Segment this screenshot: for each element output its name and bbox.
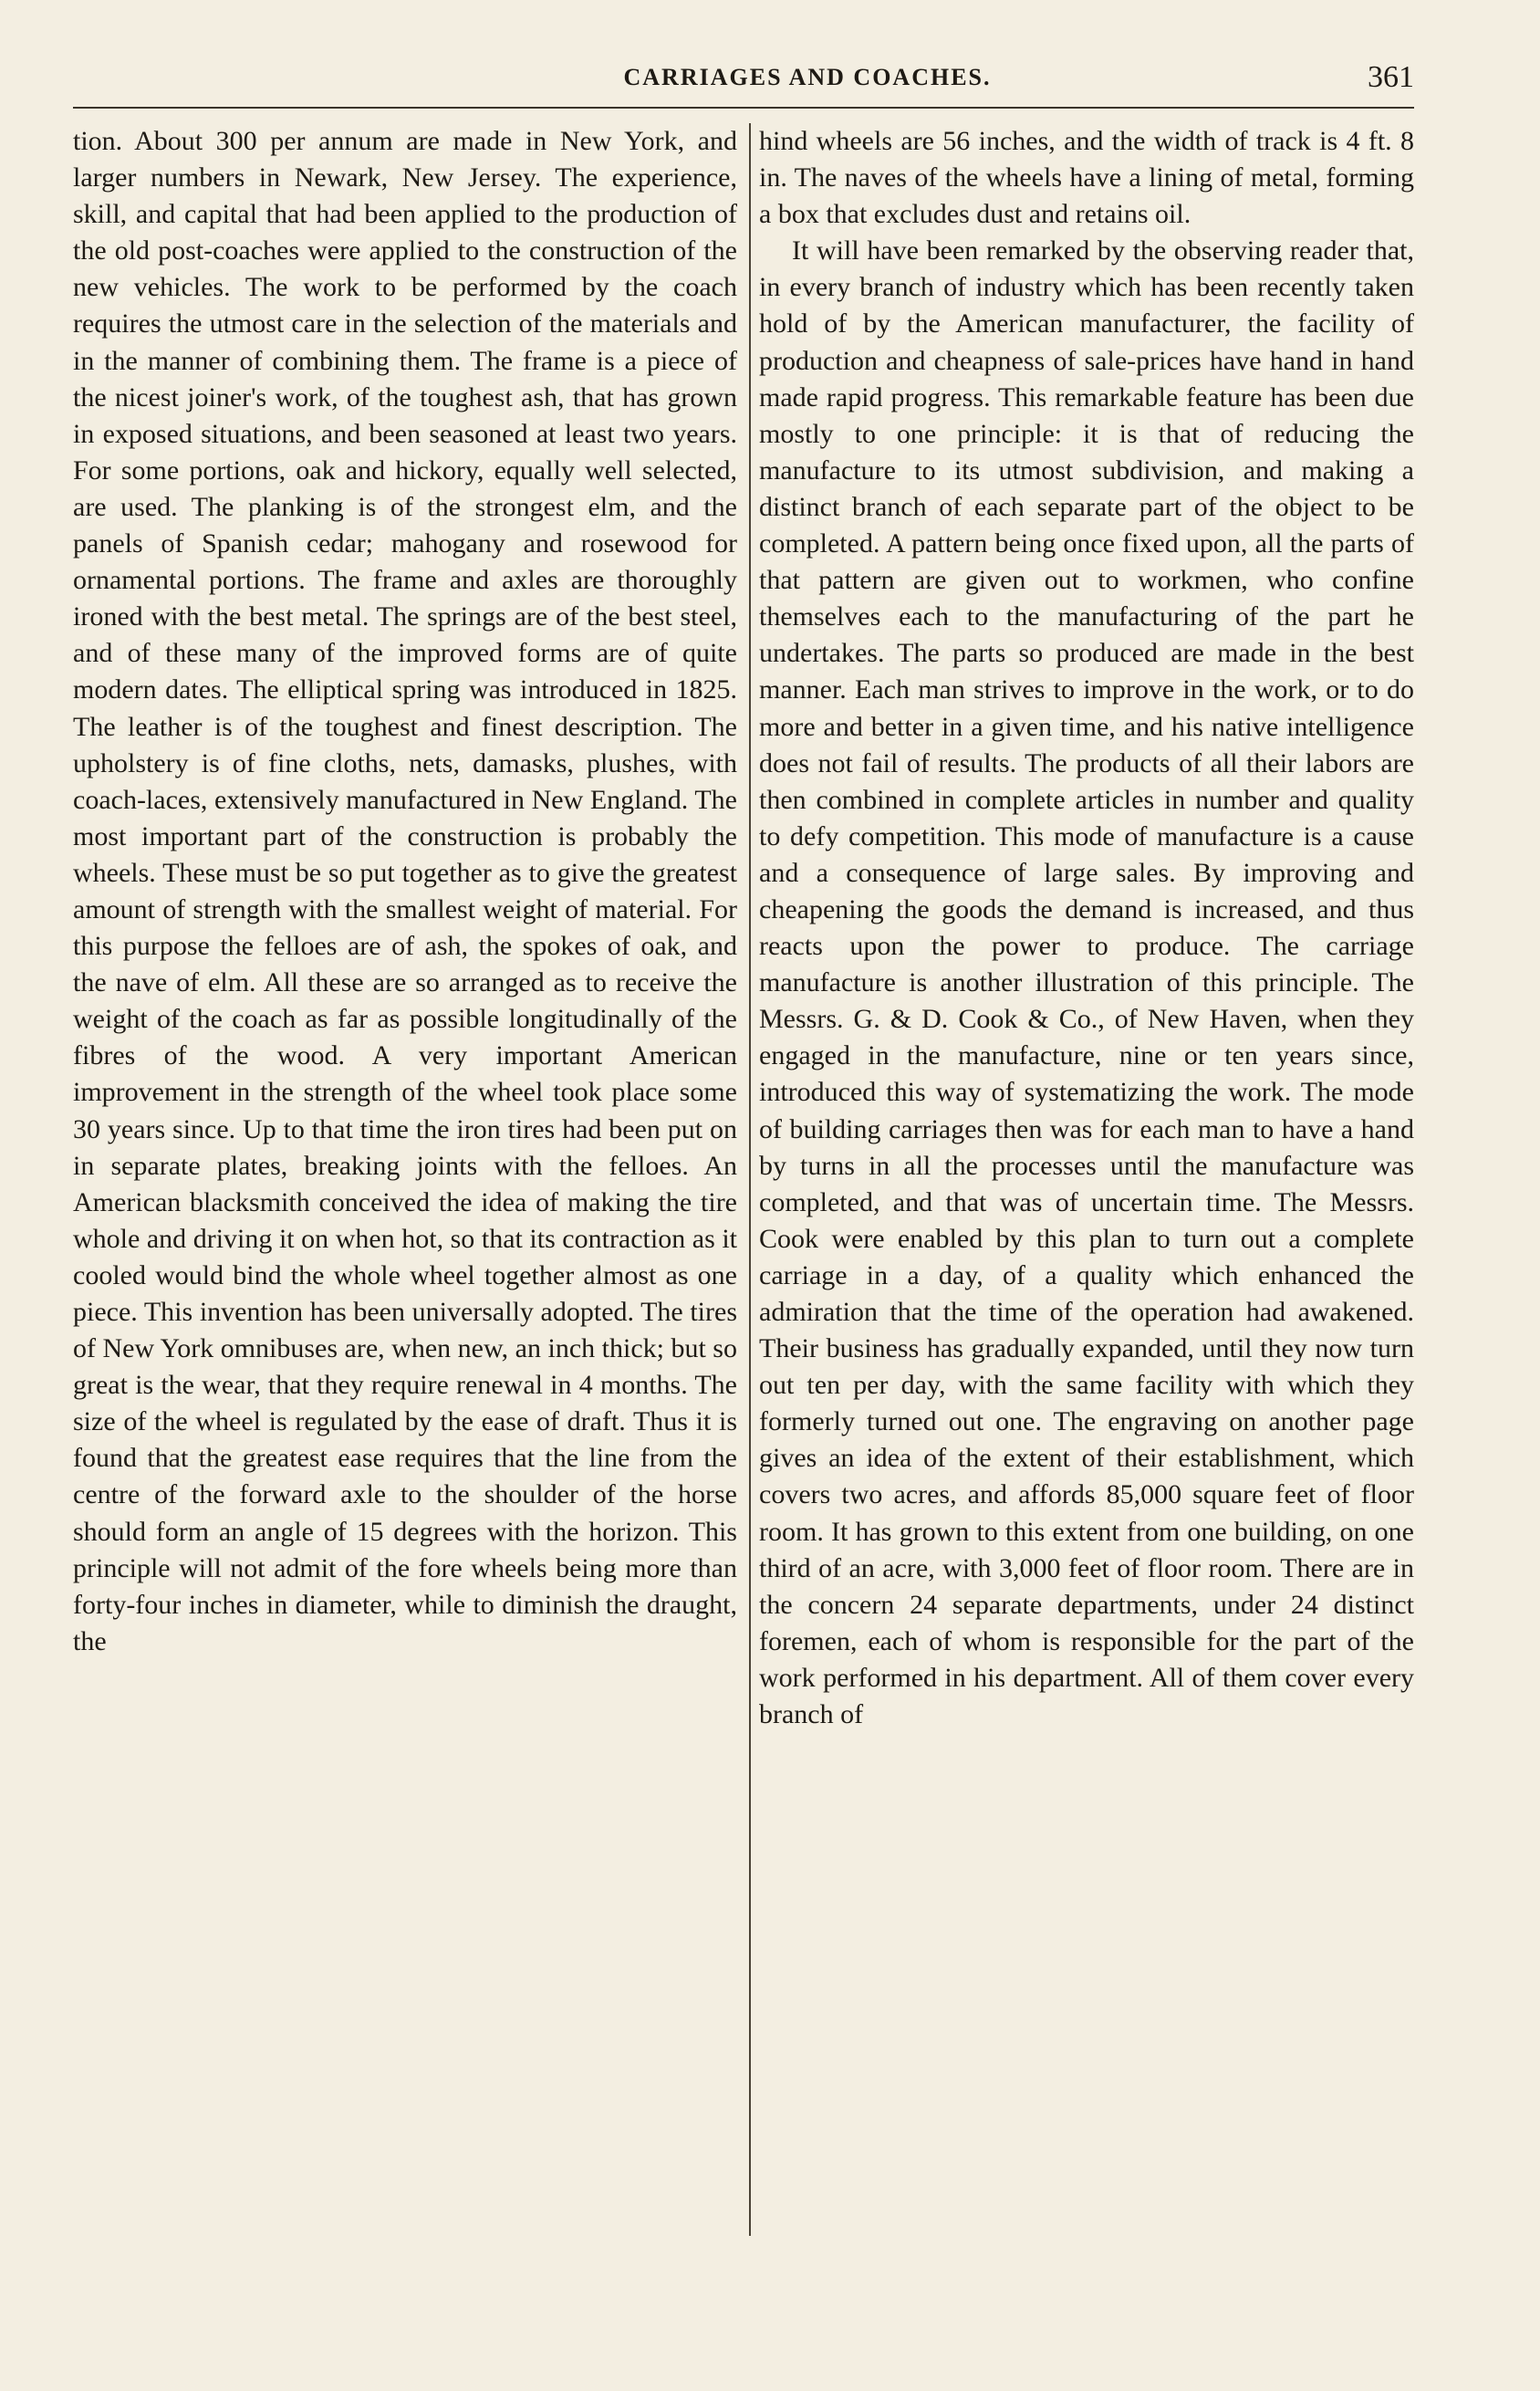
page-header (73, 55, 1414, 100)
page-number: 361 (1368, 60, 1414, 94)
running-head: CARRIAGES AND COACHES. (623, 64, 992, 90)
column-divider (749, 123, 751, 2236)
header-rule (73, 107, 1414, 109)
paragraph: hind wheels are 56 inches, and the width of track is 4 ft. 8 in. The naves of the wheels have a lining of metal, forming a box that excludes dust and retains oil. (759, 126, 1414, 230)
paragraph: tion. About 300 per annum are made in New York, and larger numbers in Newark, New Jersey. The experience, skill, and capital that had been applied to the production of the old post-coaches were applied to the construction of the new vehicles. The work to be performed by the coach requires the utmost care in the selection of the materials and in the manner of combining them. The frame is a piece of the nicest joiner's work, of the toughest ash, that has grown in exposed situations, and been seasoned at least two years. For some portions, oak and hickory, equally well selected, are used. The planking is of the strongest elm, and the panels of Spanish cedar; mahogany and rosewood for ornamental portions. The frame and axles are thoroughly ironed with the best metal. The springs are of the best steel, and of these many of the improved forms are of quite modern dates. The elliptical spring was introduced in 1825. The leather is of the toughest and finest description. The upholstery is of fine cloths, nets, damasks, plushes, with coach-laces, extensively manufactured in New England. The most important part of the construction is probably the wheels. These must be so put together as to give the greatest amount of strength with the smallest weight of material. For this purpose the felloes are of ash, the spokes of oak, and the nave of elm. All these are so arranged as to receive the weight of the coach as far as possible longitudinally of the fibres of the wood. A very important American improvement in the strength of the wheel took place some 30 years since. Up to that time the iron tires had been put on in separate plates, breaking joints with the felloes. An American blacksmith conceived the idea of making the tire whole and driving it on when hot, so that its contraction as it cooled would bind the whole wheel together almost as one piece. This invention has been universally adopted. The tires of New York omnibuses are, when new, an inch thick; but so great is the wear, that they require renewal in 4 months. The size of the wheel is regulated by the ease of draft. Thus it is found that the greatest ease requires that the line from the centre of the forward axle to the shoulder of the horse should form an angle of 15 degrees with the horizon. This principle will not admit of the fore wheels being more than forty-four inches in diameter, while to diminish the draught, the (73, 126, 737, 1656)
left-column (73, 123, 737, 1660)
right-column (759, 123, 1414, 1733)
paragraph: It will have been remarked by the observing reader that, in every branch of industry which has been recently taken hold of by the American manufacturer, the facility of production and cheapness of sale-prices have hand in hand made rapid progress. This remarkable feature has been due mostly to one principle: it is that of reducing the manufacture to its utmost subdivision, and making a distinct branch of each separate part of the object to be completed. A pattern being once fixed upon, all the parts of that pattern are given out to workmen, who confine themselves each to the manufacturing of the part he undertakes. The parts so produced are made in the best manner. Each man strives to improve in the work, or to do more and better in a given time, and his native intelligence does not fail of results. The products of all their labors are then combined in complete articles in number and quality to defy competition. This mode of manufacture is a cause and a consequence of large sales. By improving and cheapening the goods the demand is increased, and thus reacts upon the power to produce. The carriage manufacture is another illustration of this principle. The Messrs. G. & D. Cook & Co., of New Haven, when they engaged in the manufacture, nine or ten years since, introduced this way of systematizing the work. The mode of building carriages then was for each man to have a hand by turns in all the processes until the manufacture was completed, and that was of uncertain time. The Messrs. Cook were enabled by this plan to turn out a complete carriage in a day, of a quality which enhanced the admiration that the time of the operation had awakened. Their business has gradually expanded, until they now turn out ten per day, with the same facility with which they formerly turned out one. The engraving on another page gives an idea of the extent of their establishment, which covers two acres, and affords 85,000 square feet of floor room. It has grown to this extent from one building, on one third of an acre, with 3,000 feet of floor room. There are in the concern 24 separate departments, under 24 distinct foremen, each of whom is responsible for the part of the work performed in his department. All of them cover every branch of (759, 235, 1414, 1730)
